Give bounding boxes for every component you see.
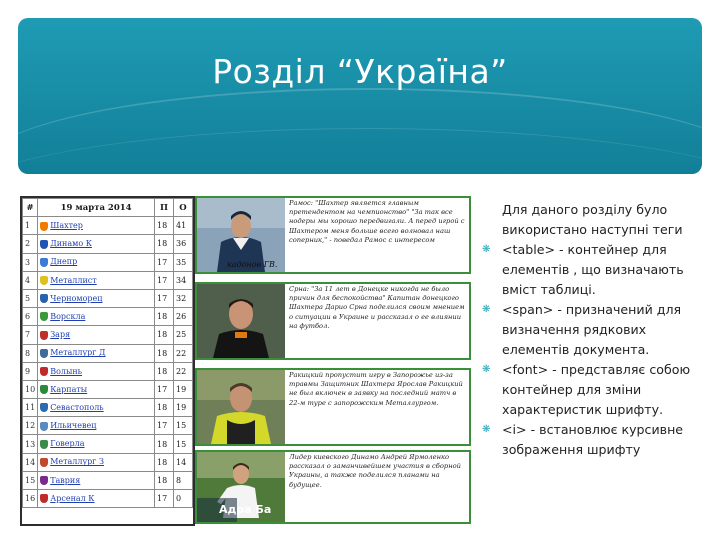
team-points: 26 <box>174 308 193 326</box>
team-link[interactable] <box>38 217 155 235</box>
team-name: Шахтер <box>50 221 83 231</box>
team-points: 36 <box>174 235 193 253</box>
team-games: 18 <box>155 326 174 344</box>
tag-item-table <box>478 240 706 300</box>
team-position: 13 <box>23 435 38 453</box>
team-position: 5 <box>23 289 38 307</box>
team-link[interactable] <box>38 253 155 271</box>
team-points: 22 <box>174 362 193 380</box>
team-position: 12 <box>23 417 38 435</box>
team-name: Волынь <box>50 366 83 376</box>
team-link[interactable] <box>38 326 155 344</box>
table-row <box>23 217 193 235</box>
team-points: 8 <box>174 471 193 489</box>
team-crest-icon <box>40 494 48 503</box>
team-position: 8 <box>23 344 38 362</box>
team-position: 2 <box>23 235 38 253</box>
team-link[interactable] <box>38 490 155 508</box>
team-name: Таврия <box>50 475 81 485</box>
team-crest-icon <box>40 312 48 321</box>
table-row <box>23 271 193 289</box>
team-crest-icon <box>40 422 48 431</box>
news-text: Лидер киевского Динамо Андрей Ярмоленко рассказал о заманчивейшем участия в сборной Украины, а также поделился планами на будущее. <box>289 453 461 489</box>
tag-item-text: <span> - призначений для визначення рядкових елементів документа. <box>502 302 682 357</box>
team-games: 18 <box>155 308 174 326</box>
team-games: 17 <box>155 380 174 398</box>
team-name: Арсенал К <box>50 493 95 503</box>
news-text: Рамос: "Шахтер является главным претендентом на чемпионство" "За так все нодеры мы хорошо передвигали. А перед игрой с Шахтером меня больше всего волновал наш соперник," - поведал Рамос с интересом <box>289 199 465 244</box>
team-name: Заря <box>50 330 71 340</box>
team-points: 15 <box>174 417 193 435</box>
table-row <box>23 326 193 344</box>
table-row <box>23 362 193 380</box>
team-games: 18 <box>155 471 174 489</box>
team-crest-icon <box>40 403 48 412</box>
news-card-yarmolenko[interactable] <box>195 450 471 524</box>
team-name: Металлист <box>50 275 97 285</box>
news-card-rakitskiy[interactable] <box>195 368 471 446</box>
table-row <box>23 417 193 435</box>
bullet-icon: ❋ <box>482 364 491 375</box>
team-name: Металлург Д <box>50 348 106 358</box>
team-name: Говерла <box>50 439 85 449</box>
team-name: Ворскла <box>50 311 86 321</box>
team-position: 11 <box>23 399 38 417</box>
team-name: Ильичевец <box>50 421 97 431</box>
team-crest-icon <box>40 458 48 467</box>
col-header-games: П <box>155 199 174 217</box>
team-position: 16 <box>23 490 38 508</box>
site-screenshot <box>20 196 473 526</box>
team-name: Севастополь <box>50 402 104 412</box>
table-header-row <box>23 199 193 217</box>
team-games: 17 <box>155 271 174 289</box>
team-name: Днепр <box>50 257 78 267</box>
tag-item-text: <table> - контейнер для елементів , що визначають вміст таблиці. <box>502 242 684 297</box>
table-row <box>23 253 193 271</box>
table-row <box>23 235 193 253</box>
tag-item-text: <font> - представляє собою контейнер для зміни характеристик шрифту. <box>502 362 691 417</box>
team-games: 17 <box>155 289 174 307</box>
team-games: 18 <box>155 344 174 362</box>
team-name: Металлург З <box>50 457 105 467</box>
col-header-pos: # <box>23 199 38 217</box>
news-card-srna[interactable] <box>195 282 471 360</box>
team-link[interactable] <box>38 417 155 435</box>
team-crest-icon <box>40 331 48 340</box>
table-row <box>23 344 193 362</box>
team-link[interactable] <box>38 435 155 453</box>
team-points: 35 <box>174 253 193 271</box>
news-photo-watermark: Адра Ба <box>219 503 272 516</box>
description-intro: Для даного розділу було використано наступні теги <box>502 202 683 237</box>
team-link[interactable] <box>38 362 155 380</box>
team-crest-icon <box>40 367 48 376</box>
team-position: 3 <box>23 253 38 271</box>
table-row <box>23 289 193 307</box>
table-row <box>23 490 193 508</box>
team-position: 15 <box>23 471 38 489</box>
team-games: 18 <box>155 399 174 417</box>
team-link[interactable] <box>38 308 155 326</box>
team-link[interactable] <box>38 271 155 289</box>
team-position: 6 <box>23 308 38 326</box>
team-position: 1 <box>23 217 38 235</box>
team-points: 14 <box>174 453 193 471</box>
team-crest-icon <box>40 222 48 231</box>
team-name: Карпаты <box>50 384 88 394</box>
news-photo-defender <box>197 370 285 444</box>
team-position: 10 <box>23 380 38 398</box>
title-banner <box>18 18 702 174</box>
team-position: 9 <box>23 362 38 380</box>
news-list <box>195 196 471 526</box>
team-points: 19 <box>174 380 193 398</box>
standings-table <box>20 196 195 526</box>
table-row <box>23 380 193 398</box>
table-row <box>23 399 193 417</box>
team-link[interactable] <box>38 235 155 253</box>
team-position: 7 <box>23 326 38 344</box>
team-link[interactable] <box>38 344 155 362</box>
team-points: 34 <box>174 271 193 289</box>
team-games: 17 <box>155 417 174 435</box>
tag-list <box>478 240 706 460</box>
news-card-ramos[interactable] <box>195 196 471 274</box>
news-photo-player <box>197 284 285 358</box>
team-link[interactable] <box>38 471 155 489</box>
team-crest-icon <box>40 258 48 267</box>
table-row <box>23 453 193 471</box>
bullet-icon: ❋ <box>482 424 491 435</box>
tag-item-text: <i> - встановлює курсивне зображення шрифту <box>502 422 684 457</box>
team-games: 18 <box>155 235 174 253</box>
col-header-points: О <box>174 199 193 217</box>
col-header-date: 19 марта 2014 <box>38 199 155 217</box>
table-row <box>23 471 193 489</box>
team-games: 18 <box>155 435 174 453</box>
table-row <box>23 308 193 326</box>
team-link[interactable] <box>38 289 155 307</box>
team-link[interactable] <box>38 453 155 471</box>
team-crest-icon <box>40 440 48 449</box>
news-caption: кадонов ГВ. <box>227 260 278 269</box>
team-games: 17 <box>155 490 174 508</box>
team-crest-icon <box>40 385 48 394</box>
bullet-icon: ❋ <box>482 304 491 315</box>
news-text: Срна: "За 11 лет в Донецке никогда не было причин для беспокойства" Капитан донецкого Шахтера Дарио Срна поделился своим мнением о ситуации в Украине и рассказал о ее влиянии на футбол. <box>289 285 465 330</box>
team-points: 0 <box>174 490 193 508</box>
team-games: 18 <box>155 217 174 235</box>
tag-description <box>478 200 706 460</box>
team-link[interactable] <box>38 380 155 398</box>
team-points: 32 <box>174 289 193 307</box>
team-points: 41 <box>174 217 193 235</box>
team-name: Черноморец <box>50 293 103 303</box>
team-crest-icon <box>40 476 48 485</box>
team-crest-icon <box>40 349 48 358</box>
team-games: 17 <box>155 253 174 271</box>
table-row <box>23 435 193 453</box>
team-points: 15 <box>174 435 193 453</box>
news-text: Ракицкий пропустит игру в Запорожье из-за травмы Защитник Шахтера Ярослав Ракицкий не был включен в заявку на последний матч в 22-м туре с запорожским Металлургом. <box>289 371 463 407</box>
slide-title: Розділ “Україна” <box>212 52 508 91</box>
team-link[interactable] <box>38 399 155 417</box>
bullet-icon: ❋ <box>482 244 491 255</box>
team-crest-icon <box>40 240 48 249</box>
tag-item-i <box>478 420 706 460</box>
team-points: 22 <box>174 344 193 362</box>
team-name: Динамо К <box>50 239 92 249</box>
team-crest-icon <box>40 294 48 303</box>
tag-item-font <box>478 360 706 420</box>
team-points: 19 <box>174 399 193 417</box>
team-crest-icon <box>40 276 48 285</box>
team-games: 18 <box>155 453 174 471</box>
team-position: 4 <box>23 271 38 289</box>
team-games: 18 <box>155 362 174 380</box>
tag-item-span <box>478 300 706 360</box>
team-position: 14 <box>23 453 38 471</box>
team-points: 25 <box>174 326 193 344</box>
